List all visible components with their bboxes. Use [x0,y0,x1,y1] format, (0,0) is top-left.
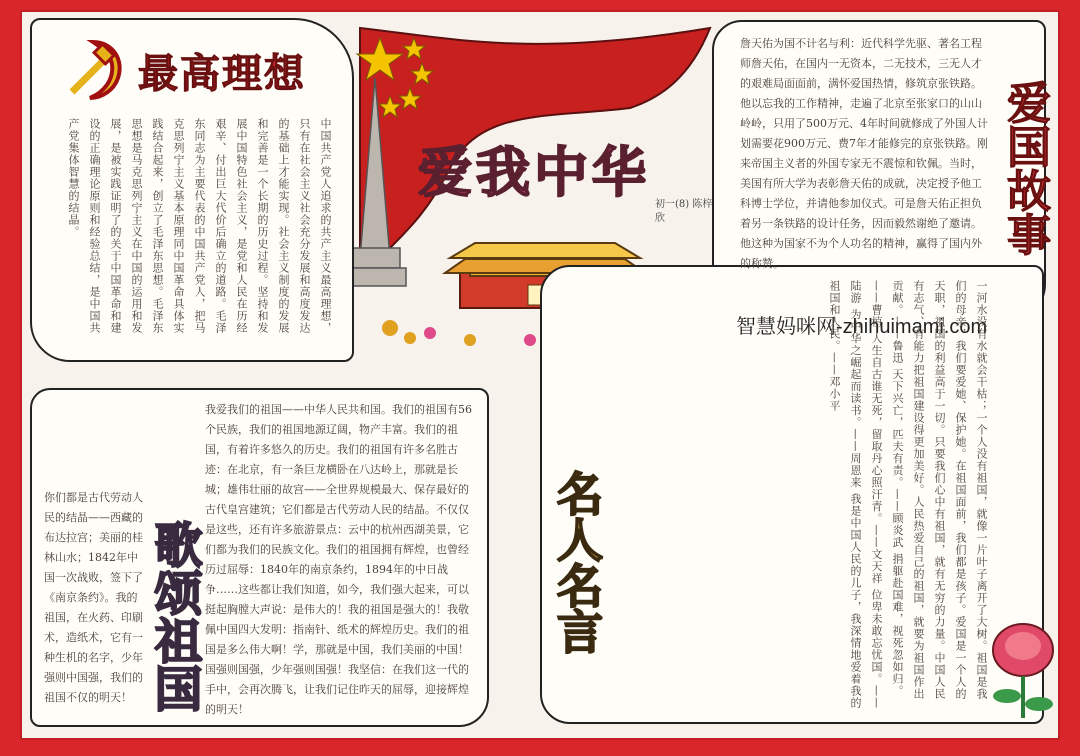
famous-quotes-heading: 名人名言 [550,470,604,654]
patriotic-story-heading: 爱国故事 [999,80,1050,256]
ode-heading: 歌颂祖国 [146,520,202,712]
party-emblem-icon [58,36,128,106]
watermark: 智慧妈咪网-zhihuimami.com [736,316,988,338]
ideal-heading: 最高理想 [138,51,306,97]
patriotic-story-body: 詹天佑为国不计名与利：近代科学先驱、著名工程师詹天佑，在国内一无资本，二无技术，三无人才的艰难局面面前，满怀爱国热情，修筑京张铁路。他以忘我的工作精神，走遍了北京至张家口的山山岭岭，只用了500万元、4年时间就修成了外国人计划需要花900万元、费7年才能修完的京张铁路。刚来帝国主义者的外国专家无不震惊和钦佩。当时，美国有所大学为表彰詹天佑的成就，决定授予他工科博士学位，并请他参加仪式。可是詹天佑正担负着另一条铁路的设计任务，因而毅然谢绝了邀请。他这种为国家不为个人功名的精神，赢得了国内外的称赞。 [740,37,988,270]
main-title: 爱我中华 [418,141,650,204]
peony-flower-icon [985,600,1060,720]
famous-quotes-body: 一河水没有水就会干枯；一个人没有祖国，就像一片叶子离开了大树。祖国是我们的母亲，我们要爱她、保护她。在祖国面前，我们都是孩子。爱国是一个人的天职，祖国的利益高于一切。只要我们心中有祖国，就有无穷的力量。中国人民有志气、有能力把祖国建设得更加美好。人民热爱自己的祖国，就要为祖国作出贡献。——鲁迅 天下兴亡，匹夫有责。——顾炎武 捐躯赴国难，视死忽如归。——曹植 人生自古谁无死，留取丹心照汗青。——文天祥 位卑未敢忘忧国。——陆游 为中华之崛起而读书。——周恩来 我是中国人民的儿子，我深情地爱着我的祖国和人民。——邓小平 [828,280,988,709]
ideal-body: 中国共产党人追求的共产主义最高理想，只有在社会主义社会充分发展和高度发达的基础上才能实现。社会主义制度的发展和完善是一个长期的历史过程。坚持和发展中国特色社会主义，是党和人民在历经艰辛、付出巨大代价后确立的道路。毛泽东同志为主要代表的中国共产党人，把马克思列宁主义基本原理同中国革命具体实践结合起来，创立了毛泽东思想。毛泽东思想是马克思列宁主义在中国的运用和发展，是被实践证明了的关于中国革命和建设的正确理论原则和经验总结，是中国共产党集体智慧的结晶。 [67,118,332,334]
ode-main-text: 我爱我们的祖国——中华人民共和国。我们的祖国有56个民族，我们的祖国地源辽阔，物产丰富。我们的祖国，有着许多悠久的历史。我们的祖国有许多名胜古迹：在北京，有一条巨龙横卧在八达岭上，那就是长城；雄伟壮丽的故宫——全世界规模最大、保存最好的古代皇宫建筑；它们都是古代劳动人民的结晶。不仅仅是这些，还有许多旅游景点：云中的杭州西湖美景，它们都为我们的民族文化。我们的祖国拥有辉煌，也曾经历过屈辱：1840年的南京条约，1894年的中日战争……这些都让我们知道，如今，我们强大起来，可以挺起胸膛大声说：是伟大的！我的祖国是强大的！我敬佩中国四大发明：指南针、纸术的辉煌历史。我们的祖国是多么伟大啊！学，那就是中国，我们美丽的中国！国强则国强，少年强则国强！我坚信：在我们这一代的手中，会再次腾飞，让我们记住昨天的屈辱，迎接辉煌的明天！ [205,403,472,716]
author-signature: 初一(8) 陈梓欣 [655,199,713,224]
ode-side-text: 你们都是古代劳动人民的结晶——西藏的布达拉宫；美丽的桂林山水；1842年中国一次战败，签下了《南京条约》。我的祖国，在火药、印刷术，造纸术，它有一种生机的名字，少年强则中国强，我们的祖国不仅的明天！ [44,491,143,704]
